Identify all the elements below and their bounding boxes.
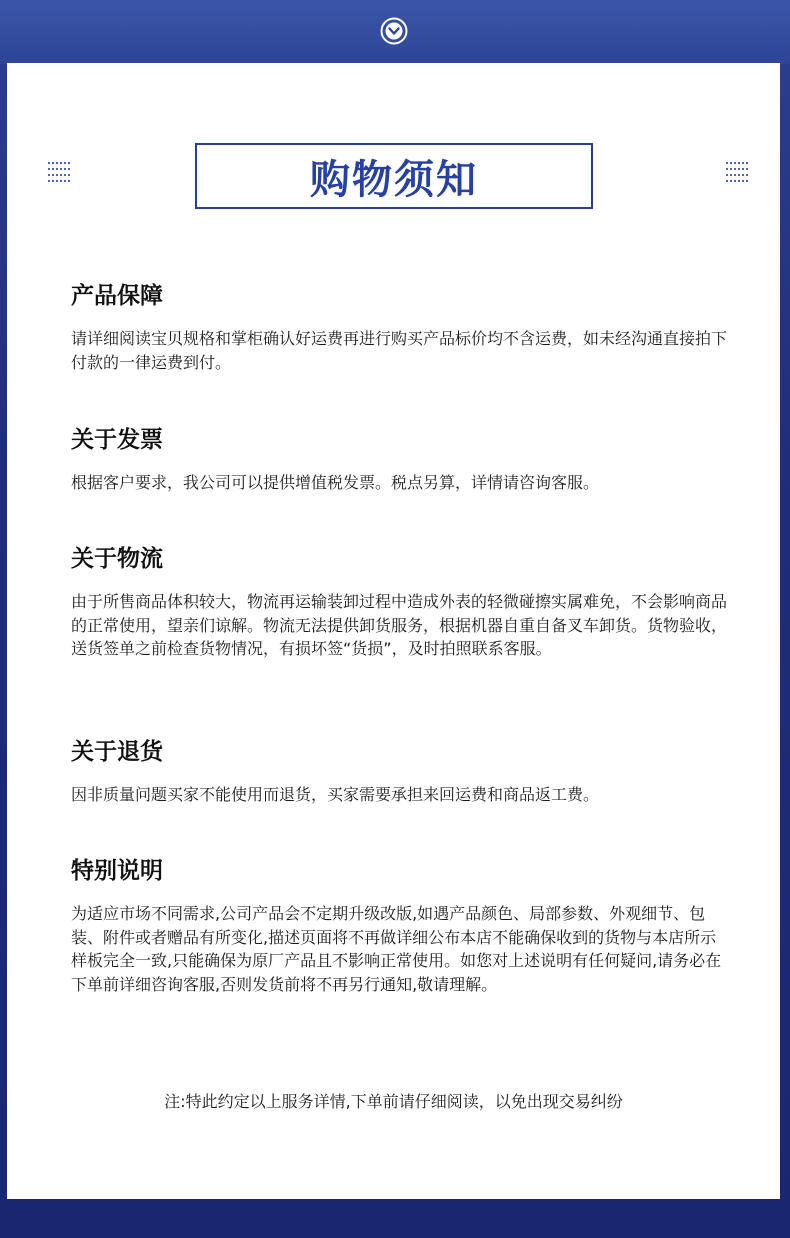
section-body: 为适应市场不同需求,公司产品会不定期升级改版,如遇产品颜色、局部参数、外观细节、包装、附件或者赠品有所变化,描述页面将不再做详细公布本店不能确保收到的货物与本店所示样板完全一致,只能确保为原厂产品且不影响正常使用。如您对上述说明有任何疑问,请务必在下单前详细咨询客服,否则发货前将不再另行通知,敬请理解。 [71, 904, 722, 994]
section-heading: 特别说明 [71, 858, 163, 884]
chevron-down-circle-icon [380, 17, 408, 45]
title-frame [195, 143, 593, 209]
section-body: 因非质量问题买家不能使用而退货，买家需要承担来回运费和商品返工费。 [71, 785, 600, 804]
decorative-dots-right [725, 162, 749, 182]
section-special-notes [71, 856, 731, 996]
section-product-guarantee [71, 281, 731, 374]
section-heading: 产品保障 [71, 283, 163, 309]
footer-note: 注:特此约定以上服务详情,下单前请仔细阅读，以免出现交易纠纷 [164, 1092, 623, 1111]
section-heading: 关于发票 [71, 427, 163, 453]
page-title: 购物须知 [310, 156, 478, 203]
section-body: 由于所售商品体积较大，物流再运输装卸过程中造成外表的轻微碰擦实属难免，不会影响商品的正常使用，望亲们谅解。物流无法提供卸货服务，根据机器自重自备叉车卸货。货物验收，送货签单之前检查货物情况，有损坏签“货损”，及时拍照联系客服。 [71, 592, 728, 658]
section-body: 根据客户要求，我公司可以提供增值税发票。税点另算，详情请咨询客服。 [71, 473, 600, 492]
decorative-dots-left [47, 162, 71, 182]
section-returns [71, 737, 731, 807]
section-heading: 关于退货 [71, 739, 163, 765]
section-invoice [71, 425, 731, 495]
content-card [7, 63, 780, 1199]
section-heading: 关于物流 [71, 546, 163, 572]
section-body: 请详细阅读宝贝规格和掌柜确认好运费再进行购买产品标价均不含运费，如未经沟通直接拍下付款的一律运费到付。 [71, 329, 728, 372]
section-logistics [71, 544, 731, 661]
